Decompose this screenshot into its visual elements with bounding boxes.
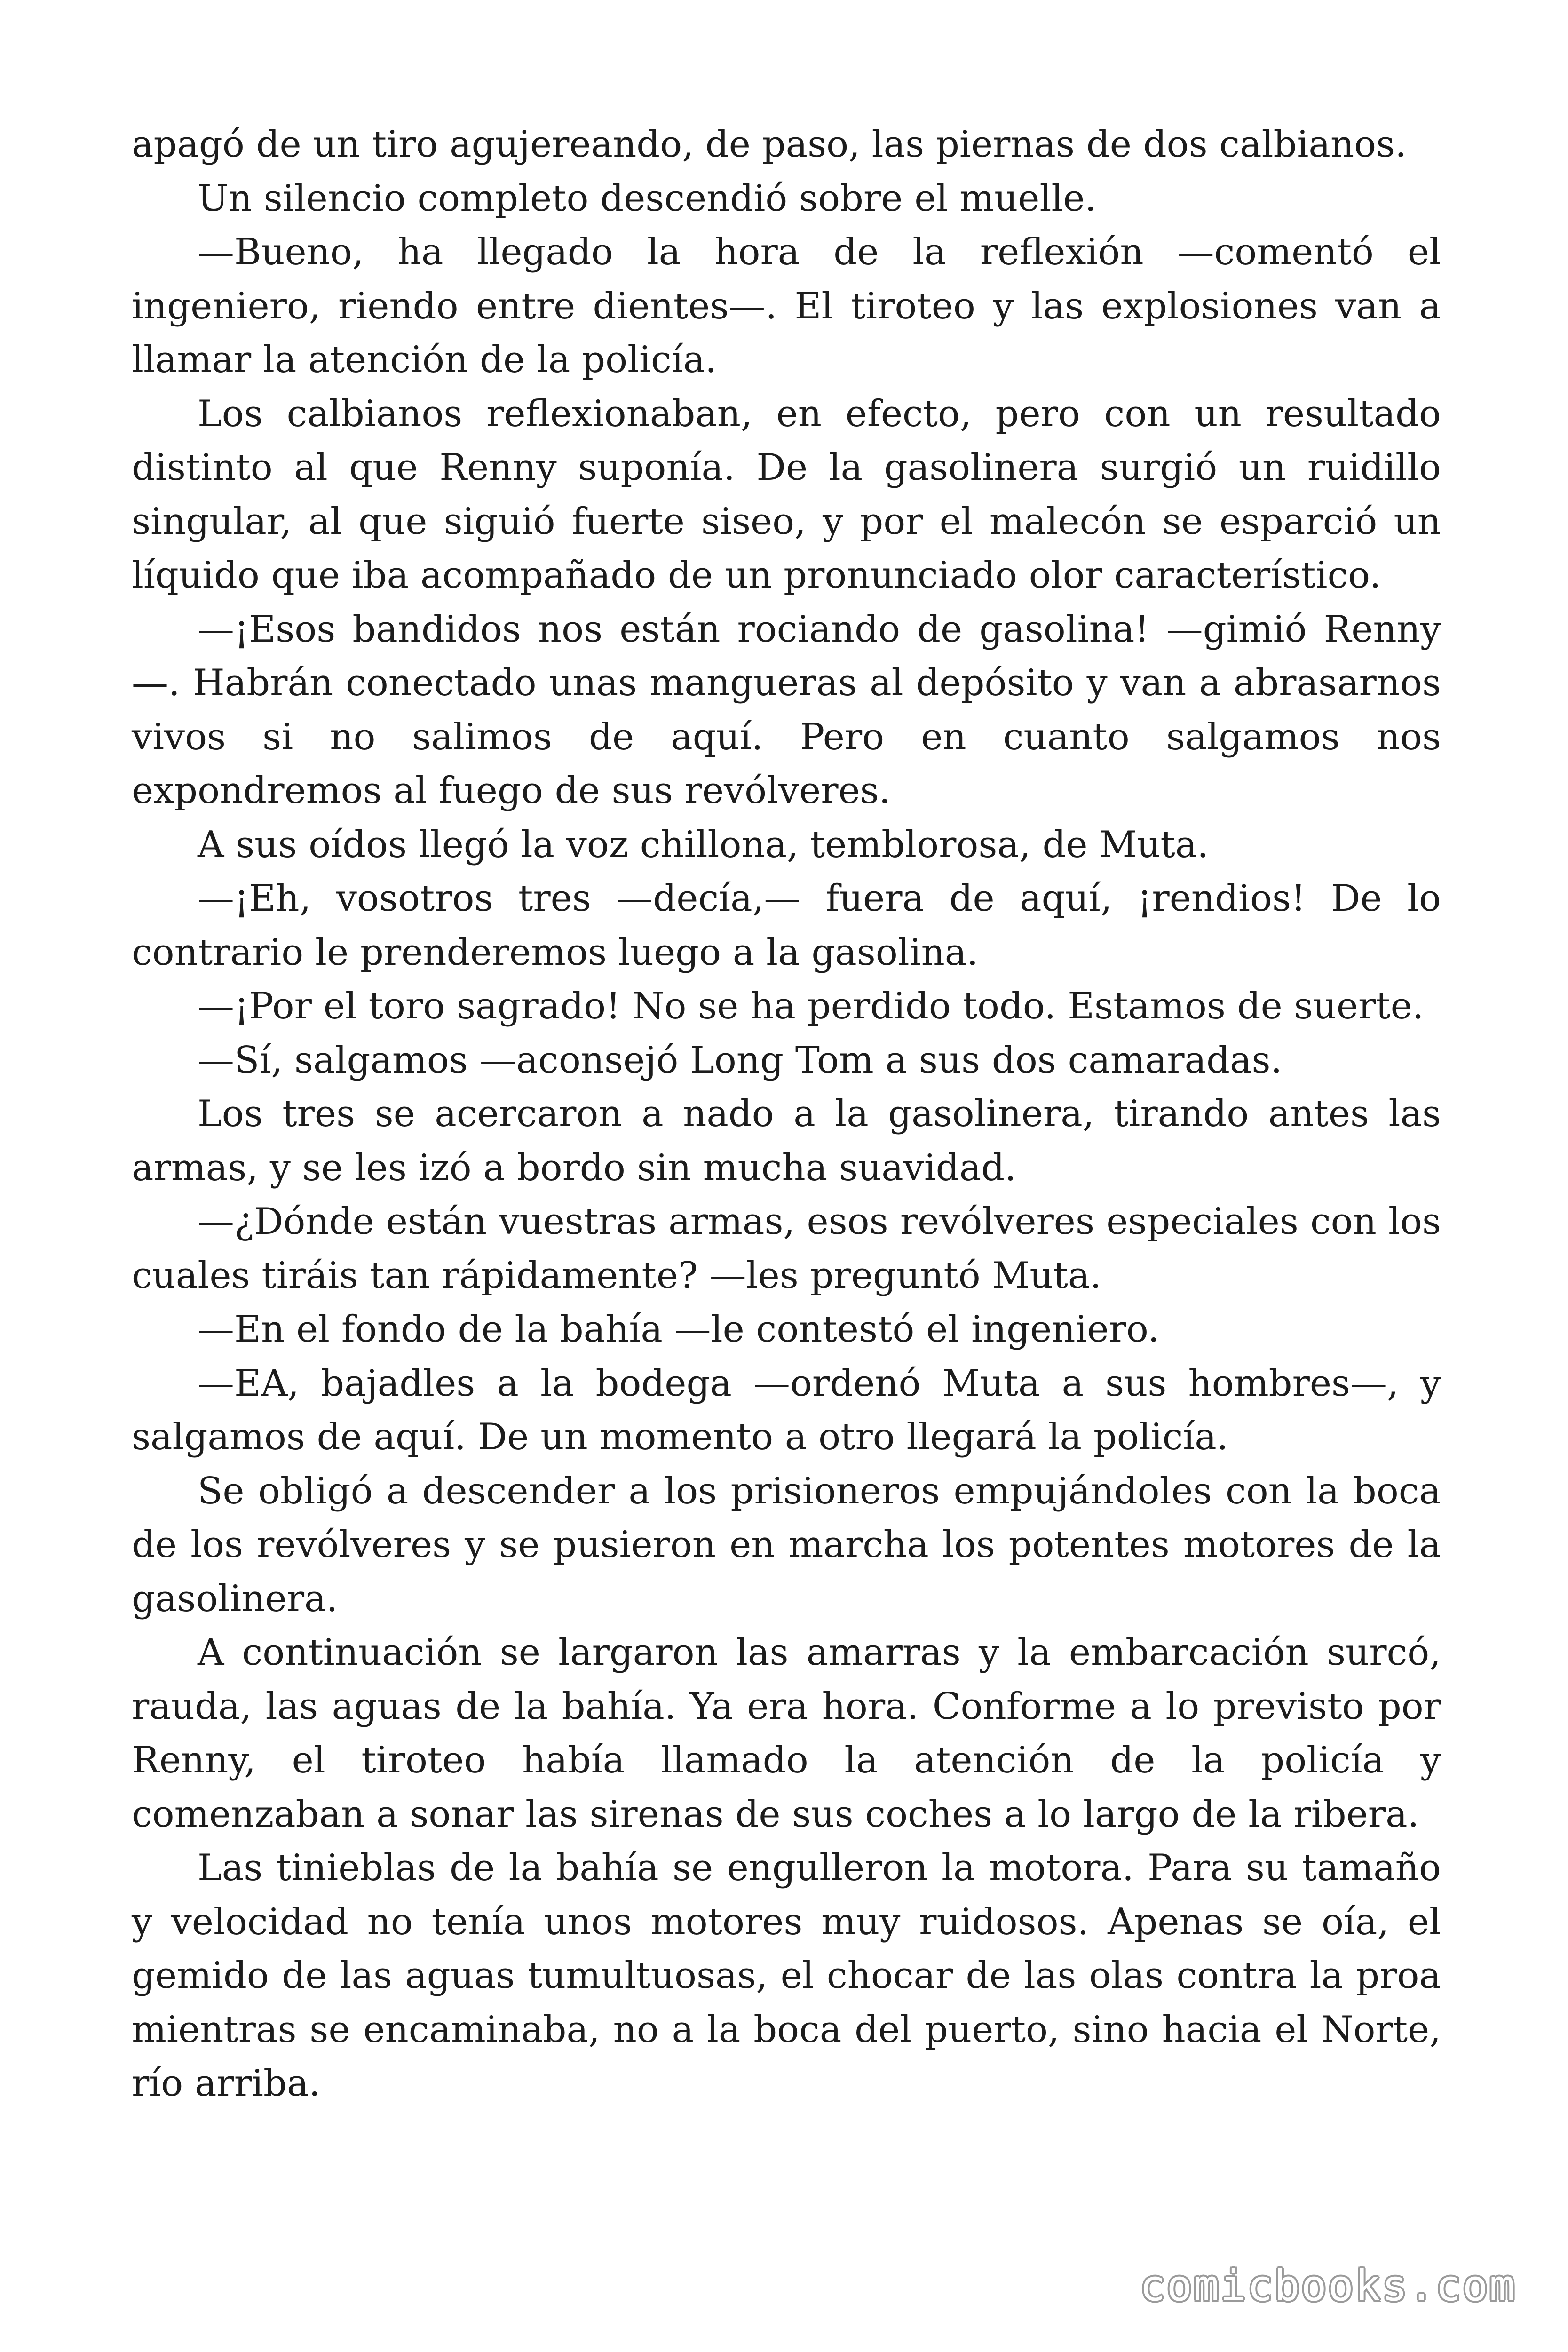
book-page-text [132, 118, 1441, 2111]
watermark: comicbooks.com [1140, 2261, 1516, 2311]
paragraph: —¡Eh, vosotros tres —decía,— fuera de aquí, ¡rendios! De lo contrario le prenderemos luego a la gasolina. [132, 877, 1441, 974]
paragraph: —En el fondo de la bahía —le contestó el ingeniero. [198, 1308, 1160, 1351]
paragraph: A continuación se largaron las amarras y la embarcación surcó, rauda, las aguas de la bahía. Ya era hora. Conforme a lo previsto por Renny, el tiroteo había llamado la atención de la policía y comenzaban a sonar las sirenas de sus coches a lo largo de la ribera. [132, 1631, 1441, 1836]
paragraph: Se obligó a descender a los prisioneros empujándoles con la boca de los revólveres y se pusieron en marcha los potentes motores de la gasolinera. [132, 1470, 1441, 1620]
paragraph: —EA, bajadles a la bodega —ordenó Muta a sus hombres—, y salgamos de aquí. De un momento a otro llegará la policía. [132, 1362, 1441, 1458]
paragraph: —¡Por el toro sagrado! No se ha perdido todo. Estamos de suerte. [198, 985, 1424, 1027]
paragraph: —Sí, salgamos —aconsejó Long Tom a sus dos camaradas. [198, 1039, 1283, 1081]
paragraph: Un silencio completo descendió sobre el muelle. [198, 177, 1097, 220]
paragraph: Los tres se acercaron a nado a la gasolinera, tirando antes las armas, y se les izó a bordo sin mucha suavidad. [132, 1093, 1441, 1189]
paragraph: —Bueno, ha llegado la hora de la reflexión —comentó el ingeniero, riendo entre dientes—. El tiroteo y las explosiones van a llamar la atención de la policía. [132, 231, 1441, 381]
paragraph: —¿Dónde están vuestras armas, esos revólveres especiales con los cuales tiráis tan rápidamente? —les preguntó Muta. [132, 1200, 1441, 1297]
paragraph: A sus oídos llegó la voz chillona, temblorosa, de Muta. [198, 823, 1209, 866]
paragraph: Los calbianos reflexionaban, en efecto, pero con un resultado distinto al que Renny suponía. De la gasolinera surgió un ruidillo singular, al que siguió fuerte siseo, y por el malecón se esparció un líquido que iba acompañado de un pronunciado olor característico. [132, 392, 1441, 596]
paragraph: —¡Esos bandidos nos están rociando de gasolina! —gimió Renny —. Habrán conectado unas mangueras al depósito y van a abrasarnos vivos si no salimos de aquí. Pero en cuanto salgamos nos expondremos al fuego de sus revólveres. [132, 608, 1441, 812]
paragraph: Las tinieblas de la bahía se engulleron la motora. Para su tamaño y velocidad no tenía unos motores muy ruidosos. Apenas se oía, el gemido de las aguas tumultuosas, el chocar de las olas contra la proa mientras se encaminaba, no a la boca del puerto, sino hacia el Norte, río arriba. [132, 1847, 1441, 2105]
paragraph: apagó de un tiro agujereando, de paso, las piernas de dos calbianos. [132, 123, 1407, 166]
